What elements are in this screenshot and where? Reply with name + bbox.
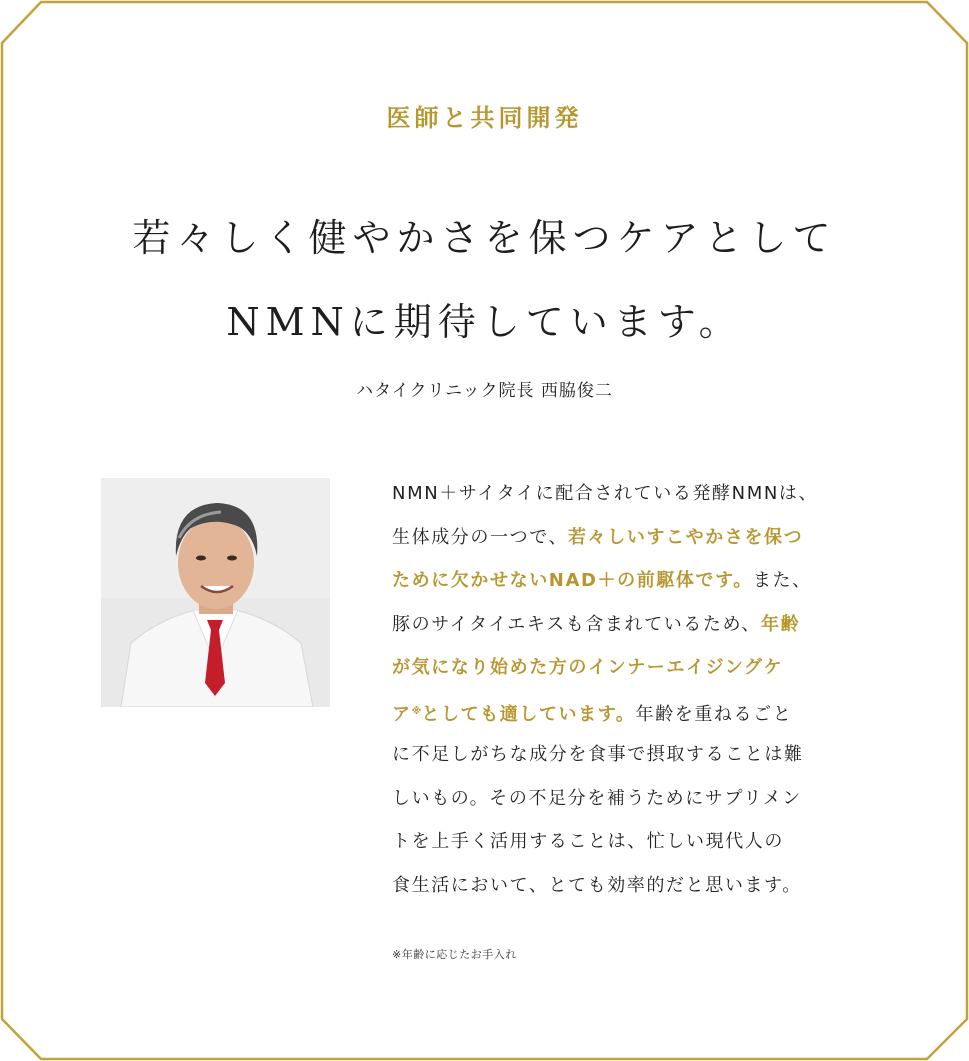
body-line-9: トを上手く活用することは、忙しい現代人の bbox=[392, 831, 784, 852]
body-paragraph bbox=[392, 472, 882, 907]
body-text-plain: 年齢を重ねるごと bbox=[635, 703, 793, 725]
body-highlight: 年齢 bbox=[760, 613, 801, 635]
body-line-10: 食生活において、とても効率的だと思います。 bbox=[392, 874, 802, 896]
doctor-byline: ハタイクリニック院長 西脇俊二 bbox=[356, 381, 613, 401]
body-line-7: に不足しがちな成分を食事で摂取することは難 bbox=[392, 744, 804, 765]
body-text-plain: 豚のサイタイエキスも含まれているため、 bbox=[392, 613, 761, 635]
body-text-plain: 生体成分の一つで、 bbox=[392, 526, 569, 548]
doctor-photo bbox=[101, 478, 330, 707]
doctor-portrait-icon bbox=[101, 478, 330, 707]
body-line-8: しいもの。その不足分を補うためにサプリメン bbox=[392, 787, 802, 809]
headline-line-1: 若々しく健やかさを保つケアとして bbox=[132, 216, 837, 260]
body-highlight: としても適しています。 bbox=[421, 703, 636, 725]
footnote-mark: ※ bbox=[411, 705, 422, 717]
body-highlight: ために欠かせないNAD＋の前駆体です。 bbox=[392, 570, 753, 591]
footnote: ※年齢に応じたお手入れ bbox=[392, 948, 517, 961]
body-line-6 bbox=[392, 690, 882, 734]
body-text-plain: また、 bbox=[752, 570, 812, 591]
body-line-5: が気になり始めた方のインナーエイジングケ bbox=[392, 657, 784, 678]
body-highlight: 若々しいすこやかさを保つ bbox=[568, 526, 804, 548]
section-eyebrow: 医師と共同開発 bbox=[386, 104, 583, 132]
body-line-3 bbox=[392, 559, 882, 603]
body-line-2 bbox=[392, 516, 882, 560]
headline bbox=[0, 196, 969, 364]
body-highlight: ア bbox=[392, 703, 412, 725]
body-line-1: NMN＋サイタイに配合されている発酵NMNは、 bbox=[392, 483, 819, 504]
headline-line-2: NMNに期待しています。 bbox=[226, 300, 743, 344]
body-line-4 bbox=[392, 603, 882, 647]
